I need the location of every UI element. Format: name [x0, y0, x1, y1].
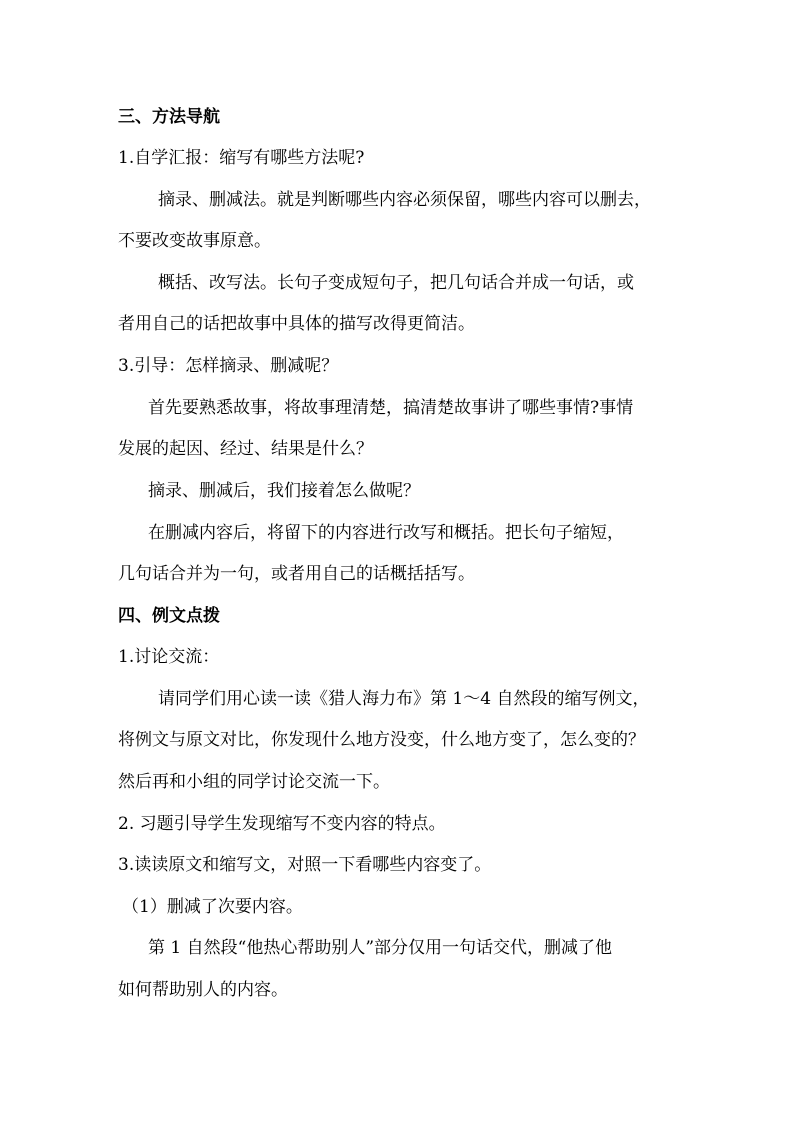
paragraph-line: 在删减内容后，将留下的内容进行改写和概括。把长句子缩短，: [148, 523, 624, 543]
paragraph-line: 将例文与原文对比，你发现什么地方没变，什么地方变了，怎么变的？: [118, 730, 645, 750]
paragraph-line: 摘录、删减法。就是判断哪些内容必须保留，哪些内容可以删去，: [158, 190, 651, 210]
paragraph-line: 1.讨论交流：: [118, 647, 220, 667]
paragraph-line: 第 1 自然段“他热心帮助别人”部分仅用一句话交代，删减了他: [148, 938, 613, 958]
section-heading-method-guide: 三、方法导航: [118, 107, 220, 127]
paragraph-line: 几句话合并为一句，或者用自己的话概括括写。: [118, 564, 475, 584]
paragraph-line: 首先要熟悉故事，将故事理清楚，搞清楚故事讲了哪些事情?事情: [148, 398, 634, 418]
paragraph-line: 如何帮助别人的内容。: [118, 980, 288, 1000]
section-heading-example-guide: 四、例文点拨: [118, 606, 220, 626]
paragraph-line: 3.引导：怎样摘录、删减呢？: [118, 356, 339, 376]
paragraph-line: 请同学们用心读一读《猎人海力布》第 1～4 自然段的缩写例文，: [158, 689, 650, 709]
paragraph-line: 2. 习题引导学生发现缩写不变内容的特点。: [118, 814, 446, 834]
paragraph-line: 者用自己的话把故事中具体的描写改得更简洁。: [118, 314, 475, 334]
paragraph-line: 摘录、删减后，我们接着怎么做呢？: [148, 481, 420, 501]
paragraph-line: 然后再和小组的同学讨论交流一下。: [118, 772, 390, 792]
paragraph-line: 发展的起因、经过、结果是什么？: [118, 439, 373, 459]
paragraph-line: 概括、改写法。长句子变成短句子，把几句话合并成一句话，或: [158, 273, 634, 293]
paragraph-line: 不要改变故事原意。: [118, 231, 271, 251]
paragraph-line: 3.读读原文和缩写文，对照一下看哪些内容变了。: [118, 855, 492, 875]
paragraph-line: 1.自学汇报：缩写有哪些方法呢?: [118, 148, 365, 168]
paragraph-line: （1）删减了次要内容。: [122, 897, 303, 917]
